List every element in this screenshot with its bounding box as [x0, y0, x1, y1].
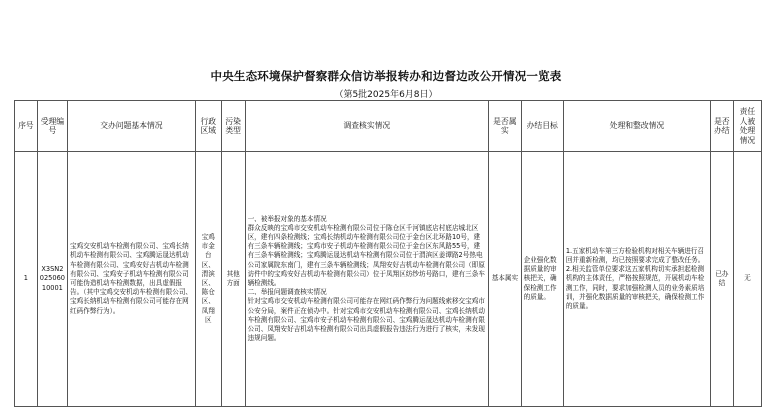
header-true: 是否属实: [489, 101, 521, 152]
cell-verify-text: 一、被举报对象的基本情况 群众反映的宝鸡市交安机动车检测有限公司位于陈仓区千河镇底店村底店城北区区，建有四条检测线；宝鸡长纳机动车检测有限公司位于金台区北环路10号，建有三条车辆检测线；宝鸡市安子机动车检测有限公司位于金台区东风路55号，建有三条车辆检测线；宝鸡腾运晟达机动车检测有限公司位于渭滨区姜谭路2号热电公司家属院东南门，建有三条车辆检测线；凤翔安好吉机动车检测有限公司（即原访件中的宝鸡安好吉机动车检测有限公司）位于凤翔区纺纱坊号路口，建有三条车辆检测线。 二、举报问题调查核实情况 针对宝鸡市交安机动车检测有限公司可能存在网红码作弊行为问题线索移交宝鸡市公安分局，案件正在侦办中。针对宝鸡市交安机动车检测有限公司、宝鸡长纳机动车检测有限公司、宝鸡市安子机动车检测有限公司、宝鸡腾运晟达机动车检测有限公司、凤翔安好吉机动车检测有限公司出具虚假报告违法行为进行了核实，未发现违规问题。: [247, 214, 485, 343]
cell-handle: 1.五家机动车第三方检验机构对相关车辆进行召回并重新检测，均已按照要求完成了整改任务。 2.相关监管单位要求这五家机构切实承担起检测机构的主体责任，严格按照规范，开展机动车检测工作，同时，要求加强检测人员的业务素质培训，并强化数据质量的审核把关，确保检测工作的质量。: [563, 152, 710, 407]
header-type: 污染类型: [221, 101, 245, 152]
cell-true: 基本属实: [489, 152, 521, 407]
cell-account: 无: [733, 152, 761, 407]
header-verify: 调查核实情况: [245, 101, 489, 152]
cell-basic: 宝鸡交安机动车检测有限公司、宝鸡长纳机动车检测有限公司、宝鸡腾运晟达机动车检测有限公司、宝鸡安好吉机动车检测有限公司、宝鸡安子机动车检测有限公司可能伪造机动车检测数据，出具虚假报告。（其中宝鸡交安机动车检测有限公司、宝鸡长纳机动车检测有限公司可能存在网红码作弊行为）。: [68, 152, 196, 407]
cell-type: 其他方面: [221, 152, 245, 407]
header-account: 责任人被处理情况: [733, 101, 761, 152]
cell-done: 已办结: [711, 152, 734, 407]
cell-region: 宝鸡市金台区、渭滨区、陈仓区、凤翔区: [195, 152, 221, 407]
page-title: 中央生态环境保护督察群众信访举报转办和边督边改公开情况一览表: [210, 69, 562, 83]
header-handle: 处理和整改情况: [563, 101, 710, 152]
cell-target: 企业强化数据质量的审核把关，确保检测工作的质量。: [521, 152, 563, 407]
header-target: 办结目标: [521, 101, 563, 152]
header-region: 行政区域: [195, 101, 221, 152]
table-header-row: [15, 101, 762, 152]
header-done: 是否办结: [711, 101, 734, 152]
header-basic: 交办问题基本情况: [68, 101, 196, 152]
cell-verify: [245, 152, 489, 407]
cell-seq: 1: [15, 152, 38, 407]
page-subtitle: （第5批2025年6月8日）: [334, 90, 438, 100]
disclosure-table: [14, 100, 762, 407]
cell-id: X3SN202506010001: [37, 152, 67, 407]
table-row: [15, 152, 762, 407]
header-seq: 序号: [15, 101, 38, 152]
header-id: 受理编号: [37, 101, 67, 152]
